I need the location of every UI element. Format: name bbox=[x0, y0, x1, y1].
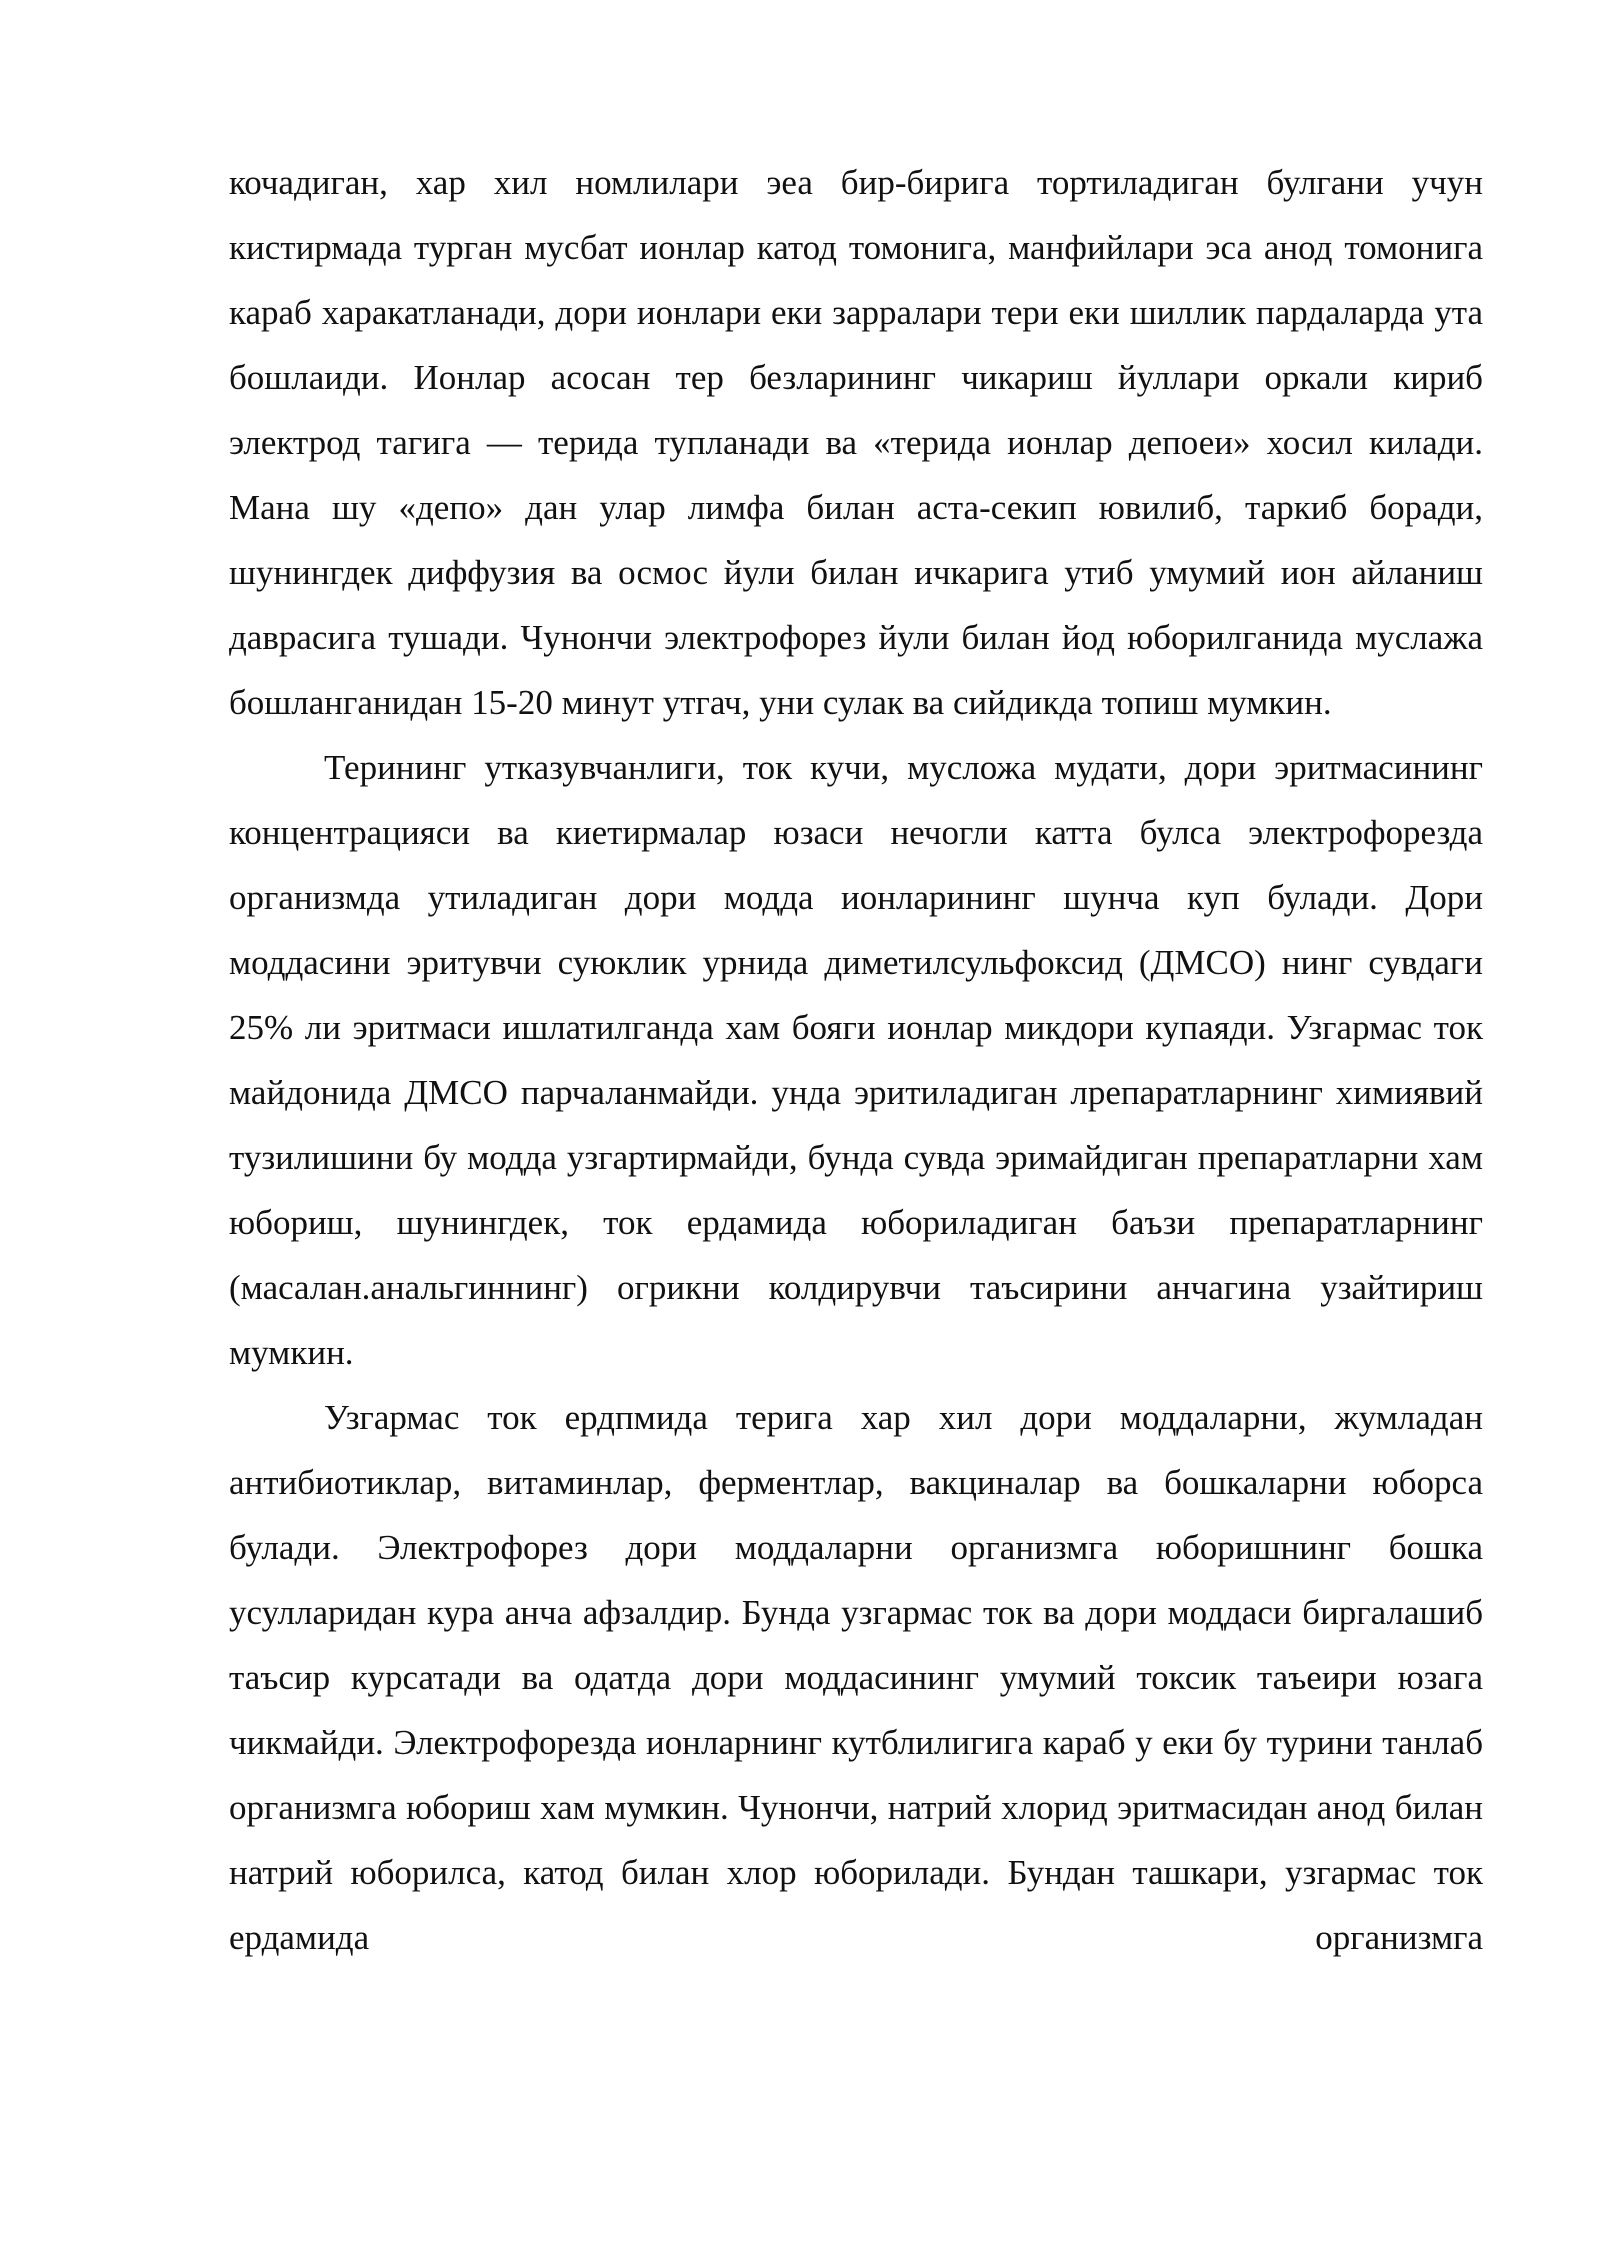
paragraph-electrophoresis-ions: кочадиган, хар хил номлилари эеа бир-бирига тортиладиган булгани учун кистирмада турган мусбат ионлар катод томонига, манфийлари эса анод томонига караб харакатланади, дори ионлари еки зарралари тери еки шиллик пардаларда ута бошлаиди. Ионлар асосан тер безларининг чикариш йуллари оркали кириб электрод тагига — терида тупланади ва «терида ионлар депоеи» хосил килади. Мана шу «депо» дан улар лимфа билан аста-секип ювилиб, таркиб боради, шунингдек диффузия ва осмос йули билан ичкарига утиб умумий ион айланиш даврасига тушади. Чунончи электрофорез йули билан йод юборилганида муслажа бошланганидан 15-20 минут утгач, уни сулак ва сийдикда топиш мумкин. bbox=[229, 163, 1483, 722]
document-page bbox=[229, 150, 1483, 1970]
paragraph-direct-current-drugs: Узгармас ток ердпмида терига хар хил дори моддаларни, жумладан антибиотиклар, витаминлар, ферментлар, вакциналар ва бошкаларни юборса булади. Электрофорез дори моддаларни организмга юборишнинг бошка усулларидан кура анча афзалдир. Бунда узгармас ток ва дори моддаси биргалашиб таъсир курсатади ва одатда дори моддасининг умумий токсик таъеири юзага чикмайди. Электрофорезда ионларнинг кутблилигига караб у еки бу турини танлаб организмга юбориш хам мумкин. Чунончи, натрий хлорид эритмасидан анод билан натрий юборилса, катод билан хлор юборилади. Бундан ташкари, узгармас ток ердамида организмга bbox=[229, 1398, 1483, 1957]
paragraph-skin-conductivity: Терининг утказувчанлиги, ток кучи, мусложа мудати, дори эритмасининг концентрацияси ва киетирмалар юзаси нечогли катта булса электрофорезда организмда утиладиган дори модда ионларининг шунча куп булади. Дори моддасини эритувчи суюклик урнида диметилсульфоксид (ДМСО) нинг сувдаги 25% ли эритмаси ишлатилганда хам бояги ионлар микдори купаяди. Узгармас ток майдонида ДМСО парчаланмайди. унда эритиладиган лрепаратларнинг химиявий тузилишини бу модда узгартирмайди, бунда сувда эримайдиган препаратларни хам юбориш, шунингдек, ток ердамида юбориладиган баъзи препаратларнинг (масалан.анальгиннинг) огрикни колдирувчи таъсирини анчагина узайтириш мумкин. bbox=[229, 748, 1483, 1372]
